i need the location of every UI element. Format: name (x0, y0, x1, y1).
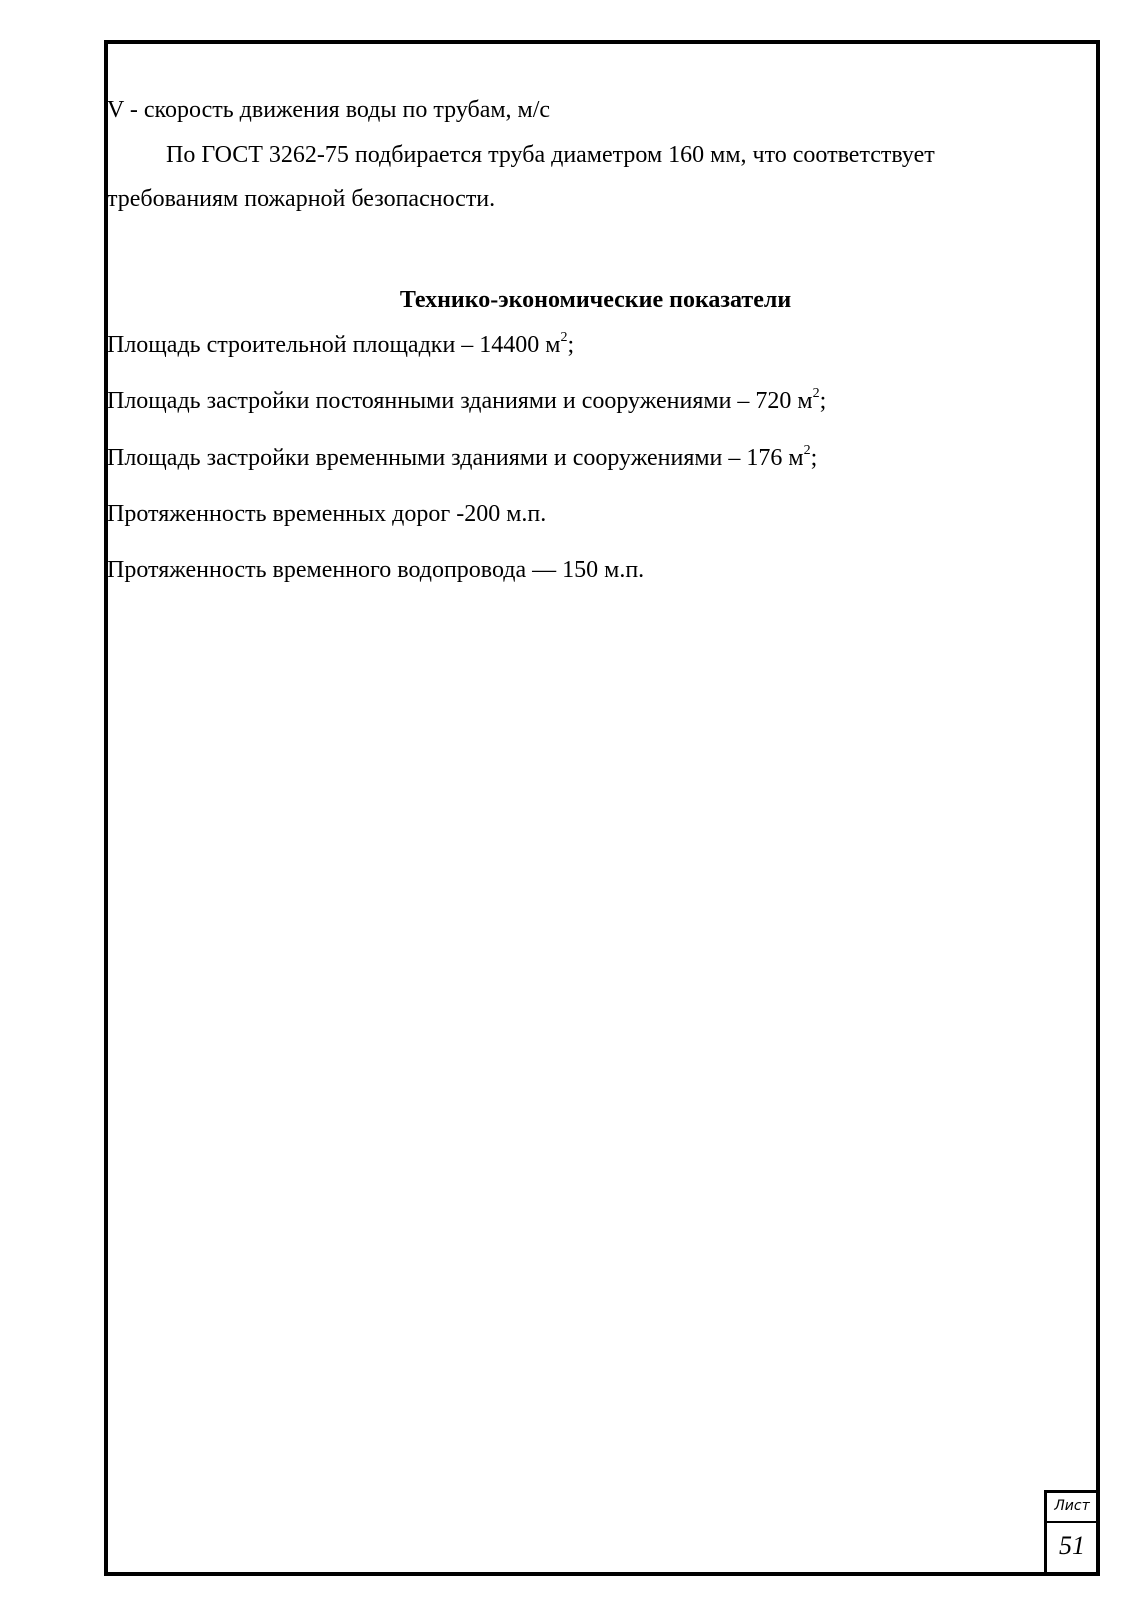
body-line-gost: По ГОСТ 3262-75 подбирается труба диаметром 160 мм, что соответствует (166, 142, 935, 168)
sheet-label: Лист (1054, 1498, 1090, 1514)
indicator-suffix: ; (567, 332, 575, 358)
indicator-superscript: 2 (803, 443, 811, 458)
indicator-suffix: ; (819, 388, 827, 414)
indicator-superscript: 2 (560, 330, 568, 345)
indicator-text: Площадь застройки временными зданиями и сооружениями – 176 м (107, 445, 804, 471)
indicator-temporary-buildings (107, 444, 817, 472)
body-line-fire-safety: требованиям пожарной безопасности. (107, 186, 496, 212)
page-frame (104, 40, 1100, 1576)
indicator-text: Площадь строительной площадки – 14400 м (107, 332, 561, 358)
section-heading: Технико-экономические показатели (399, 287, 792, 313)
body-line-velocity: V - скорость движения воды по трубам, м/с (107, 97, 551, 123)
indicator-temporary-water-supply (107, 556, 644, 584)
indicator-site-area (107, 331, 574, 359)
sheet-number-stamp (1044, 1490, 1100, 1576)
indicator-superscript: 2 (812, 386, 820, 401)
stamp-divider (1047, 1521, 1097, 1523)
indicator-text: Площадь застройки постоянными зданиями и сооружениями – 720 м (107, 388, 813, 414)
indicator-text: Протяженность временного водопровода — 150 м.п. (107, 557, 645, 583)
indicator-temporary-roads (107, 500, 546, 528)
indicator-text: Протяженность временных дорог -200 м.п. (107, 501, 547, 527)
indicator-permanent-buildings (107, 387, 826, 415)
indicator-suffix: ; (810, 445, 818, 471)
sheet-number: 51 (1059, 1531, 1085, 1560)
